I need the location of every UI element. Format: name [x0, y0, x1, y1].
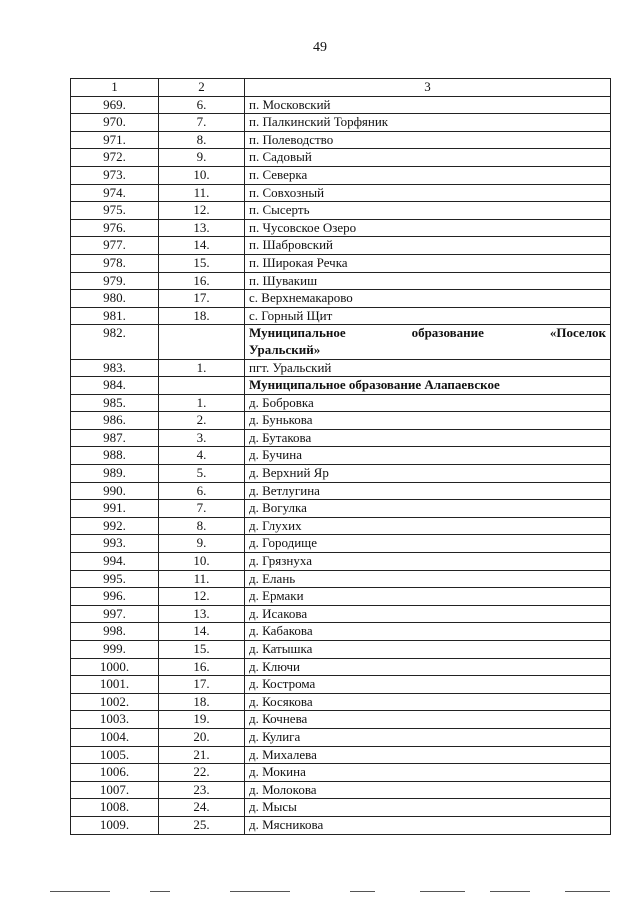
row-subnumber: 13. — [159, 219, 245, 237]
table-row — [71, 500, 611, 518]
table-row — [71, 166, 611, 184]
settlement-name: д. Мысы — [245, 799, 611, 817]
municipality-heading: Муниципальное образование «Поселок Уральский» — [245, 325, 611, 359]
row-subnumber: 8. — [159, 517, 245, 535]
settlement-name: д. Вогулка — [245, 500, 611, 518]
table-header-row — [71, 79, 611, 97]
row-number: 998. — [71, 623, 159, 641]
row-number: 1007. — [71, 781, 159, 799]
settlement-name: с. Верхнемакарово — [245, 290, 611, 308]
settlement-name: д. Косякова — [245, 693, 611, 711]
row-subnumber: 10. — [159, 166, 245, 184]
settlement-name: п. Садовый — [245, 149, 611, 167]
row-number: 975. — [71, 202, 159, 220]
column-header-1: 1 — [71, 79, 159, 97]
row-subnumber: 16. — [159, 272, 245, 290]
settlement-name: д. Верхний Яр — [245, 465, 611, 483]
table-row — [71, 535, 611, 553]
table-row — [71, 588, 611, 606]
row-number: 992. — [71, 517, 159, 535]
table-row — [71, 184, 611, 202]
row-number: 989. — [71, 465, 159, 483]
settlement-name: д. Кострома — [245, 676, 611, 694]
column-header-2: 2 — [159, 79, 245, 97]
settlement-name: д. Кулига — [245, 728, 611, 746]
table-row — [71, 764, 611, 782]
row-subnumber: 17. — [159, 290, 245, 308]
row-subnumber: 12. — [159, 202, 245, 220]
table-row — [71, 553, 611, 571]
table-row — [71, 149, 611, 167]
row-number: 979. — [71, 272, 159, 290]
settlement-name: д. Михалева — [245, 746, 611, 764]
row-subnumber: 22. — [159, 764, 245, 782]
row-subnumber: 5. — [159, 465, 245, 483]
row-subnumber: 18. — [159, 307, 245, 325]
settlement-name: пгт. Уральский — [245, 359, 611, 377]
table-row — [71, 96, 611, 114]
row-number: 973. — [71, 166, 159, 184]
settlement-name: д. Бобровка — [245, 394, 611, 412]
row-number: 1003. — [71, 711, 159, 729]
row-number: 976. — [71, 219, 159, 237]
row-number: 977. — [71, 237, 159, 255]
column-header-3: 3 — [245, 79, 611, 97]
table-row — [71, 429, 611, 447]
row-number: 1009. — [71, 816, 159, 834]
row-subnumber: 8. — [159, 131, 245, 149]
row-number: 995. — [71, 570, 159, 588]
row-subnumber: 10. — [159, 553, 245, 571]
table-row — [71, 447, 611, 465]
table-row — [71, 307, 611, 325]
table-row — [71, 623, 611, 641]
settlement-name: п. Полеводство — [245, 131, 611, 149]
row-subnumber: 7. — [159, 114, 245, 132]
settlement-name: д. Бутакова — [245, 429, 611, 447]
row-subnumber: 20. — [159, 728, 245, 746]
row-subnumber: 3. — [159, 429, 245, 447]
row-number: 980. — [71, 290, 159, 308]
row-subnumber: 9. — [159, 149, 245, 167]
settlement-name: д. Глухих — [245, 517, 611, 535]
row-number: 990. — [71, 482, 159, 500]
table-row — [71, 781, 611, 799]
settlement-name: д. Ермаки — [245, 588, 611, 606]
row-subnumber: 19. — [159, 711, 245, 729]
row-subnumber: 4. — [159, 447, 245, 465]
row-subnumber: 12. — [159, 588, 245, 606]
row-subnumber: 11. — [159, 184, 245, 202]
row-subnumber: 15. — [159, 254, 245, 272]
table-row — [71, 359, 611, 377]
settlement-name: п. Московский — [245, 96, 611, 114]
table-row — [71, 272, 611, 290]
row-subnumber: 1. — [159, 394, 245, 412]
settlement-name: д. Грязнуха — [245, 553, 611, 571]
settlement-name: д. Елань — [245, 570, 611, 588]
row-subnumber: 24. — [159, 799, 245, 817]
table-row — [71, 219, 611, 237]
table-body — [71, 96, 611, 834]
settlement-name: д. Катышка — [245, 641, 611, 659]
row-subnumber: 21. — [159, 746, 245, 764]
table-row — [71, 799, 611, 817]
table-row — [71, 412, 611, 430]
row-number: 985. — [71, 394, 159, 412]
row-number: 1005. — [71, 746, 159, 764]
row-number: 974. — [71, 184, 159, 202]
table-row — [71, 482, 611, 500]
row-subnumber: 18. — [159, 693, 245, 711]
row-number: 999. — [71, 641, 159, 659]
row-number: 1002. — [71, 693, 159, 711]
row-subnumber: 6. — [159, 96, 245, 114]
row-number: 1008. — [71, 799, 159, 817]
settlement-name: п. Широкая Речка — [245, 254, 611, 272]
table-row — [71, 570, 611, 588]
row-number: 994. — [71, 553, 159, 571]
settlement-name: д. Бучина — [245, 447, 611, 465]
table-row — [71, 202, 611, 220]
row-subnumber: 14. — [159, 237, 245, 255]
row-subnumber: 13. — [159, 605, 245, 623]
row-subnumber: 16. — [159, 658, 245, 676]
table-row — [71, 641, 611, 659]
settlement-name: п. Палкинский Торфяник — [245, 114, 611, 132]
row-number: 986. — [71, 412, 159, 430]
row-number: 993. — [71, 535, 159, 553]
row-subnumber — [159, 377, 245, 395]
table-row — [71, 290, 611, 308]
row-number: 991. — [71, 500, 159, 518]
row-number: 978. — [71, 254, 159, 272]
row-number: 981. — [71, 307, 159, 325]
row-subnumber: 14. — [159, 623, 245, 641]
settlements-table — [70, 78, 611, 835]
table-row — [71, 377, 611, 395]
row-number: 996. — [71, 588, 159, 606]
row-number: 1006. — [71, 764, 159, 782]
row-subnumber: 11. — [159, 570, 245, 588]
row-number: 1004. — [71, 728, 159, 746]
row-subnumber: 1. — [159, 359, 245, 377]
table-row — [71, 746, 611, 764]
row-number: 982. — [71, 325, 159, 359]
table-row — [71, 658, 611, 676]
row-subnumber: 15. — [159, 641, 245, 659]
footer-rule — [0, 891, 640, 897]
settlement-name: п. Сысерть — [245, 202, 611, 220]
row-subnumber — [159, 325, 245, 359]
settlement-name: п. Шувакиш — [245, 272, 611, 290]
row-number: 1000. — [71, 658, 159, 676]
table-row — [71, 131, 611, 149]
row-subnumber: 17. — [159, 676, 245, 694]
settlement-name: п. Чусовское Озеро — [245, 219, 611, 237]
row-subnumber: 6. — [159, 482, 245, 500]
settlement-name: д. Кабакова — [245, 623, 611, 641]
row-number: 997. — [71, 605, 159, 623]
table-row — [71, 114, 611, 132]
row-number: 988. — [71, 447, 159, 465]
table-row — [71, 254, 611, 272]
table-row — [71, 816, 611, 834]
row-number: 984. — [71, 377, 159, 395]
table-row — [71, 394, 611, 412]
table-row — [71, 728, 611, 746]
page-number: 49 — [313, 40, 327, 55]
row-number: 971. — [71, 131, 159, 149]
settlement-name: п. Северка — [245, 166, 611, 184]
row-number: 972. — [71, 149, 159, 167]
settlement-name: д. Городище — [245, 535, 611, 553]
row-subnumber: 2. — [159, 412, 245, 430]
row-number: 987. — [71, 429, 159, 447]
row-subnumber: 9. — [159, 535, 245, 553]
table-row — [71, 325, 611, 359]
table-row — [71, 605, 611, 623]
settlement-name: п. Шабровский — [245, 237, 611, 255]
settlement-name: д. Кочнева — [245, 711, 611, 729]
row-subnumber: 23. — [159, 781, 245, 799]
settlement-name: д. Ключи — [245, 658, 611, 676]
settlement-name: д. Молокова — [245, 781, 611, 799]
row-number: 970. — [71, 114, 159, 132]
settlement-name: д. Бунькова — [245, 412, 611, 430]
row-subnumber: 7. — [159, 500, 245, 518]
row-number: 983. — [71, 359, 159, 377]
table-row — [71, 676, 611, 694]
settlement-name: д. Исакова — [245, 605, 611, 623]
table-row — [71, 465, 611, 483]
table-row — [71, 517, 611, 535]
settlement-name: д. Мокина — [245, 764, 611, 782]
table-row — [71, 711, 611, 729]
municipality-heading: Муниципальное образование Алапаевское — [245, 377, 611, 395]
table-row — [71, 237, 611, 255]
settlement-name: д. Мясникова — [245, 816, 611, 834]
settlement-name: с. Горный Щит — [245, 307, 611, 325]
row-number: 1001. — [71, 676, 159, 694]
row-number: 969. — [71, 96, 159, 114]
settlement-name: д. Ветлугина — [245, 482, 611, 500]
table-row — [71, 693, 611, 711]
settlement-name: п. Совхозный — [245, 184, 611, 202]
row-subnumber: 25. — [159, 816, 245, 834]
